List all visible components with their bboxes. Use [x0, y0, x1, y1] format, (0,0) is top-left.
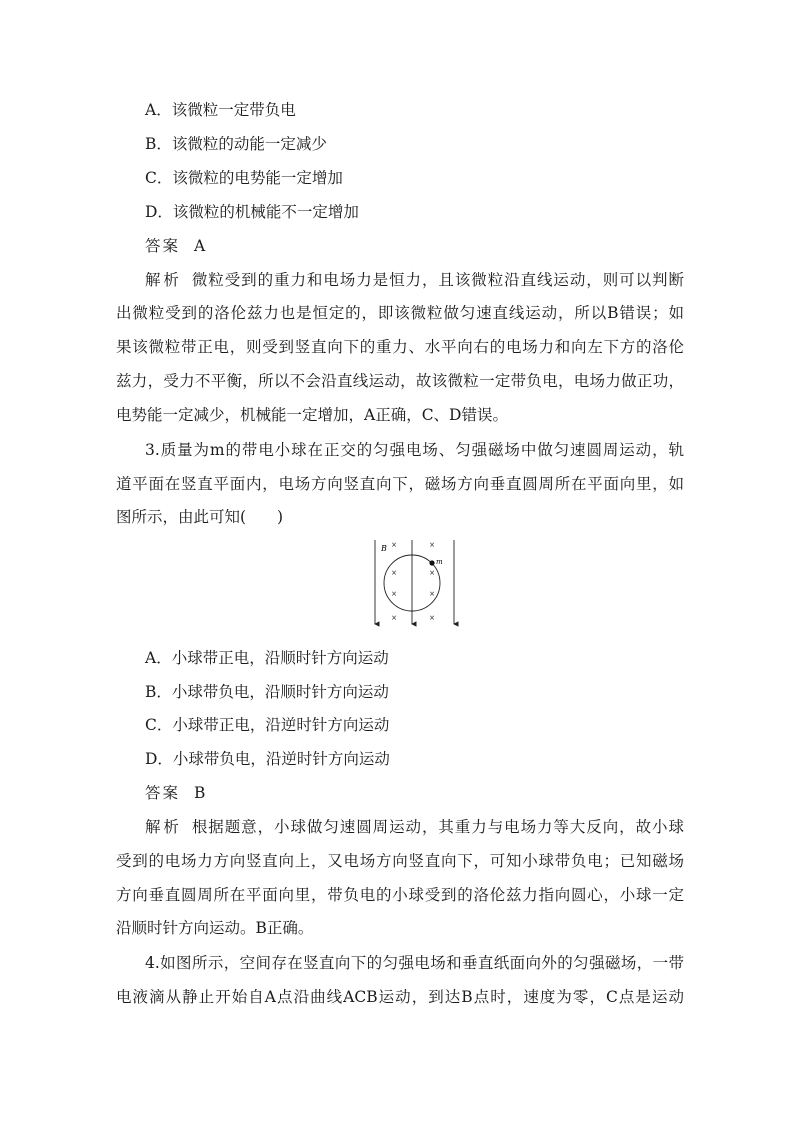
q2-option-b: B．该微粒的动能一定减少	[145, 135, 327, 153]
cross-mark: ×	[391, 569, 397, 577]
q3-explanation-line-4: 沿顺时针方向运动。B正确。	[116, 919, 314, 937]
q3-option-d: D．小球带负电，沿逆时针方向运动	[145, 750, 390, 768]
field-label-b: B	[381, 544, 387, 553]
q2-option-c: C．该微粒的电势能一定增加	[145, 169, 343, 187]
explanation-label: 解析	[145, 271, 182, 289]
q3-option-b: B．小球带负电，沿顺时针方向运动	[145, 683, 389, 701]
cross-mark: ×	[391, 614, 397, 622]
q2-option-a: A．该微粒一定带负电	[145, 101, 296, 119]
cross-mark: ×	[429, 541, 435, 549]
cross-mark: ×	[391, 590, 397, 598]
cross-mark: ×	[391, 541, 397, 549]
cross-mark: ×	[429, 590, 435, 598]
q2-explanation-line-2: 出微粒受到的洛伦兹力也是恒定的，即该微粒做匀速直线运动，所以B错误；如	[116, 304, 684, 322]
q2-option-d: D．该微粒的机械能不一定增加	[145, 203, 359, 221]
q4-stem-line-1: 4.如图所示，空间存在竖直向下的匀强电场和垂直纸面向外的匀强磁场，一带	[145, 954, 684, 972]
q4-stem-line-2: 电液滴从静止开始自A点沿曲线ACB运动，到达B点时，速度为零，C点是运动	[116, 988, 684, 1006]
q3-explanation-line-2: 受到的电场力方向竖直向上，又电场方向竖直向下，可知小球带负电；已知磁场	[116, 852, 684, 870]
answer-label: 答案	[145, 237, 181, 255]
answer-value: A	[194, 237, 206, 255]
explanation-label: 解析	[145, 818, 182, 836]
mass-label-m: m	[436, 558, 443, 566]
q3-option-a: A．小球带正电，沿顺时针方向运动	[145, 649, 389, 667]
q2-explanation-line-4: 兹力，受力不平衡，所以不会沿直线运动，故该微粒一定带负电，电场力做正功，	[116, 372, 684, 390]
answer-label: 答案	[145, 784, 181, 802]
q3-stem-line-1: 3.质量为m的带电小球在正交的匀强电场、匀强磁场中做匀速圆周运动，轨	[145, 441, 684, 459]
q2-explanation-line-5: 电势能一定减少，机械能一定增加，A正确，C、D错误。	[116, 406, 508, 424]
cross-mark: ×	[429, 614, 435, 622]
charged-ball	[429, 560, 434, 565]
q2-answer	[145, 236, 713, 256]
q2-explanation-line-1: 解析 微粒受到的重力和电场力是恒力，且该微粒沿直线运动，则可以判断	[145, 271, 684, 289]
answer-value: B	[194, 784, 206, 802]
cross-mark: ×	[429, 569, 435, 577]
q3-stem-line-2: 道平面在竖直平面内，电场方向竖直向下，磁场方向垂直圆周所在平面向里，如	[116, 475, 684, 493]
q3-answer	[145, 783, 713, 803]
q3-explanation-line-3: 方向垂直圆周所在平面向里，带负电的小球受到的洛伦兹力指向圆心，小球一定	[116, 886, 684, 904]
q3-stem-line-3: 图所示，由此可知( )	[116, 508, 284, 526]
q2-explanation-line-3: 果该微粒带正电，则受到竖直向下的重力、水平向右的电场力和向左下方的洛伦	[116, 338, 684, 356]
q3-explanation-line-1: 解析 根据题意，小球做匀速圆周运动，其重力与电场力等大反向，故小球	[145, 818, 684, 836]
field-diagram	[370, 538, 460, 628]
q3-option-c: C．小球带正电，沿逆时针方向运动	[145, 716, 390, 734]
